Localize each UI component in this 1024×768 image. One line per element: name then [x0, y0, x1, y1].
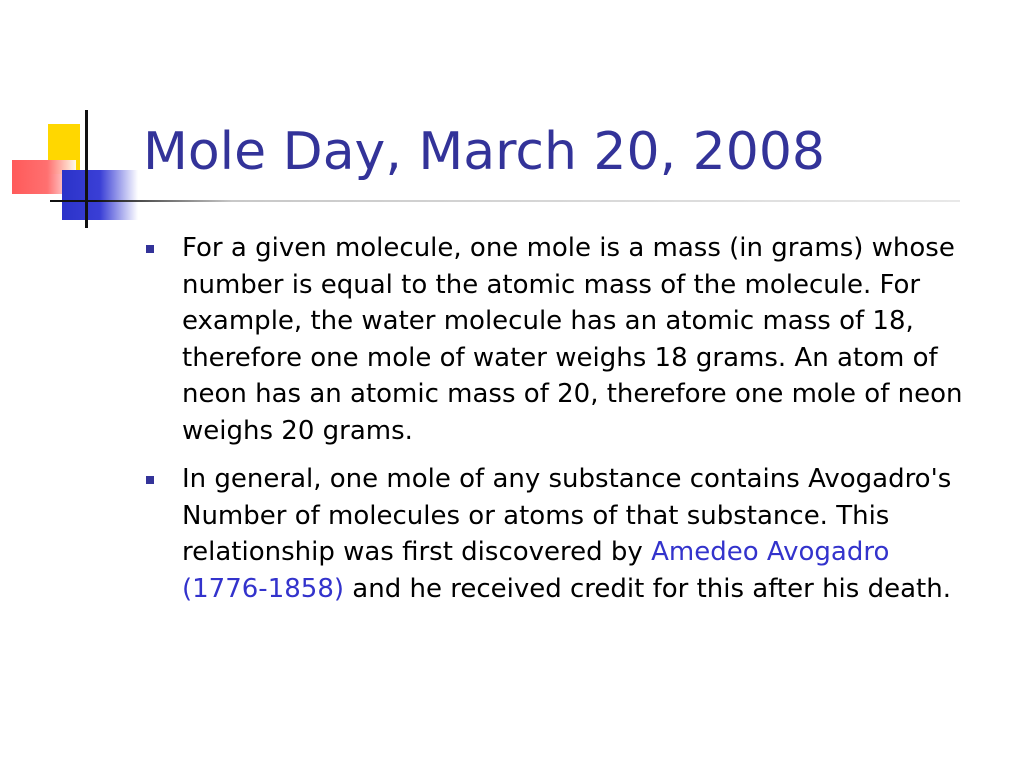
logo-blue-square	[62, 170, 138, 220]
square-bullet-icon	[146, 476, 154, 484]
slide-title: Mole Day, March 20, 2008	[143, 122, 825, 182]
bullet-item-mole-definition	[140, 230, 980, 449]
bullet-text-before-link: In general, one mole of any substance contains Avogadro's Number of molecules or atoms of that substance. This relationship was first discovered by	[182, 464, 952, 567]
bullet-list	[140, 230, 980, 619]
logo-vertical-line	[85, 110, 88, 228]
bullet-item-avogadro	[140, 461, 980, 607]
title-underline-rule	[50, 200, 960, 202]
bullet-text: For a given molecule, one mole is a mass (in grams) whose number is equal to the atomic mass of the molecule. For example, the water molecule has an atomic mass of 18, therefore one mole of water weighs 18 grams. An atom of neon has an atomic mass of 20, therefore one mole of neon weighs 20 grams.	[182, 233, 963, 446]
slide-logo-decoration	[0, 0, 160, 240]
bullet-text-after-link: and he received credit for this after his death.	[344, 573, 951, 604]
square-bullet-icon	[146, 245, 154, 253]
avogadro-link[interactable]: Amedeo Avogadro (1776-1858)	[182, 537, 890, 604]
